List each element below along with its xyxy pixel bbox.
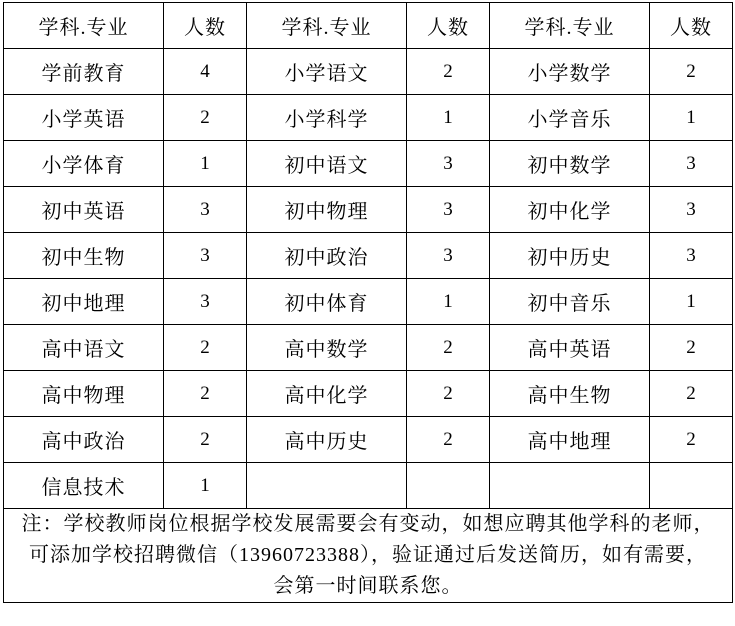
table-body <box>4 3 733 603</box>
cell-count: 2 <box>650 325 733 371</box>
cell-count: 1 <box>164 463 247 509</box>
table-row <box>4 141 733 187</box>
cell-subject-empty <box>247 463 407 509</box>
cell-subject: 初中政治 <box>247 233 407 279</box>
cell-subject: 高中地理 <box>490 417 650 463</box>
cell-count: 4 <box>164 49 247 95</box>
cell-count: 3 <box>164 233 247 279</box>
cell-subject: 高中语文 <box>4 325 164 371</box>
column-header-count-2: 人数 <box>407 3 490 49</box>
cell-count: 2 <box>164 325 247 371</box>
cell-count-empty <box>650 463 733 509</box>
cell-subject: 初中历史 <box>490 233 650 279</box>
cell-count: 1 <box>407 95 490 141</box>
cell-subject: 高中历史 <box>247 417 407 463</box>
note-line-1: 注：学校教师岗位根据学校发展需要会有变动，如想应聘其他学科的老师， <box>21 513 715 535</box>
cell-count: 2 <box>164 95 247 141</box>
cell-count: 2 <box>407 371 490 417</box>
cell-count: 1 <box>407 279 490 325</box>
cell-count: 3 <box>164 187 247 233</box>
cell-subject: 小学数学 <box>490 49 650 95</box>
cell-count: 2 <box>650 417 733 463</box>
cell-count: 2 <box>407 49 490 95</box>
table-row <box>4 325 733 371</box>
cell-subject-empty <box>490 463 650 509</box>
column-header-count-3: 人数 <box>650 3 733 49</box>
table-row <box>4 233 733 279</box>
cell-subject: 初中数学 <box>490 141 650 187</box>
cell-subject: 初中生物 <box>4 233 164 279</box>
cell-count: 1 <box>650 279 733 325</box>
cell-subject: 初中化学 <box>490 187 650 233</box>
cell-count: 3 <box>164 279 247 325</box>
cell-subject: 小学体育 <box>4 141 164 187</box>
table-row <box>4 49 733 95</box>
cell-count: 2 <box>650 371 733 417</box>
column-header-subject-3: 学科.专业 <box>490 3 650 49</box>
table-note-row <box>4 509 733 603</box>
column-header-subject-2: 学科.专业 <box>247 3 407 49</box>
column-header-count-1: 人数 <box>164 3 247 49</box>
cell-count-empty <box>407 463 490 509</box>
cell-count: 3 <box>650 187 733 233</box>
cell-count: 2 <box>164 417 247 463</box>
cell-count: 3 <box>650 141 733 187</box>
cell-count: 2 <box>407 417 490 463</box>
table-note <box>4 509 733 603</box>
table-row <box>4 371 733 417</box>
table-row <box>4 417 733 463</box>
column-header-subject-1: 学科.专业 <box>4 3 164 49</box>
cell-count: 2 <box>407 325 490 371</box>
cell-subject: 初中英语 <box>4 187 164 233</box>
cell-count: 1 <box>650 95 733 141</box>
cell-subject: 初中体育 <box>247 279 407 325</box>
cell-subject: 高中政治 <box>4 417 164 463</box>
cell-count: 3 <box>407 187 490 233</box>
cell-count: 3 <box>407 233 490 279</box>
cell-subject: 高中化学 <box>247 371 407 417</box>
note-line-3: 会第一时间联系您。 <box>273 575 463 597</box>
cell-subject: 高中生物 <box>490 371 650 417</box>
cell-subject: 高中数学 <box>247 325 407 371</box>
cell-subject: 小学语文 <box>247 49 407 95</box>
cell-subject: 小学科学 <box>247 95 407 141</box>
table-row <box>4 463 733 509</box>
cell-subject: 小学英语 <box>4 95 164 141</box>
cell-subject: 学前教育 <box>4 49 164 95</box>
cell-count: 1 <box>164 141 247 187</box>
cell-count: 3 <box>407 141 490 187</box>
cell-subject: 小学音乐 <box>490 95 650 141</box>
recruitment-major-table <box>3 2 733 603</box>
cell-subject: 高中物理 <box>4 371 164 417</box>
cell-subject: 信息技术 <box>4 463 164 509</box>
table-header-row <box>4 3 733 49</box>
table-row <box>4 95 733 141</box>
cell-subject: 初中语文 <box>247 141 407 187</box>
cell-count: 2 <box>164 371 247 417</box>
cell-subject: 初中音乐 <box>490 279 650 325</box>
note-line-2: 可添加学校招聘微信（13960723388），验证通过后发送简历，如有需要， <box>29 544 707 566</box>
table-row <box>4 187 733 233</box>
cell-subject: 初中物理 <box>247 187 407 233</box>
cell-subject: 高中英语 <box>490 325 650 371</box>
cell-count: 3 <box>650 233 733 279</box>
cell-count: 2 <box>650 49 733 95</box>
cell-subject: 初中地理 <box>4 279 164 325</box>
table-row <box>4 279 733 325</box>
